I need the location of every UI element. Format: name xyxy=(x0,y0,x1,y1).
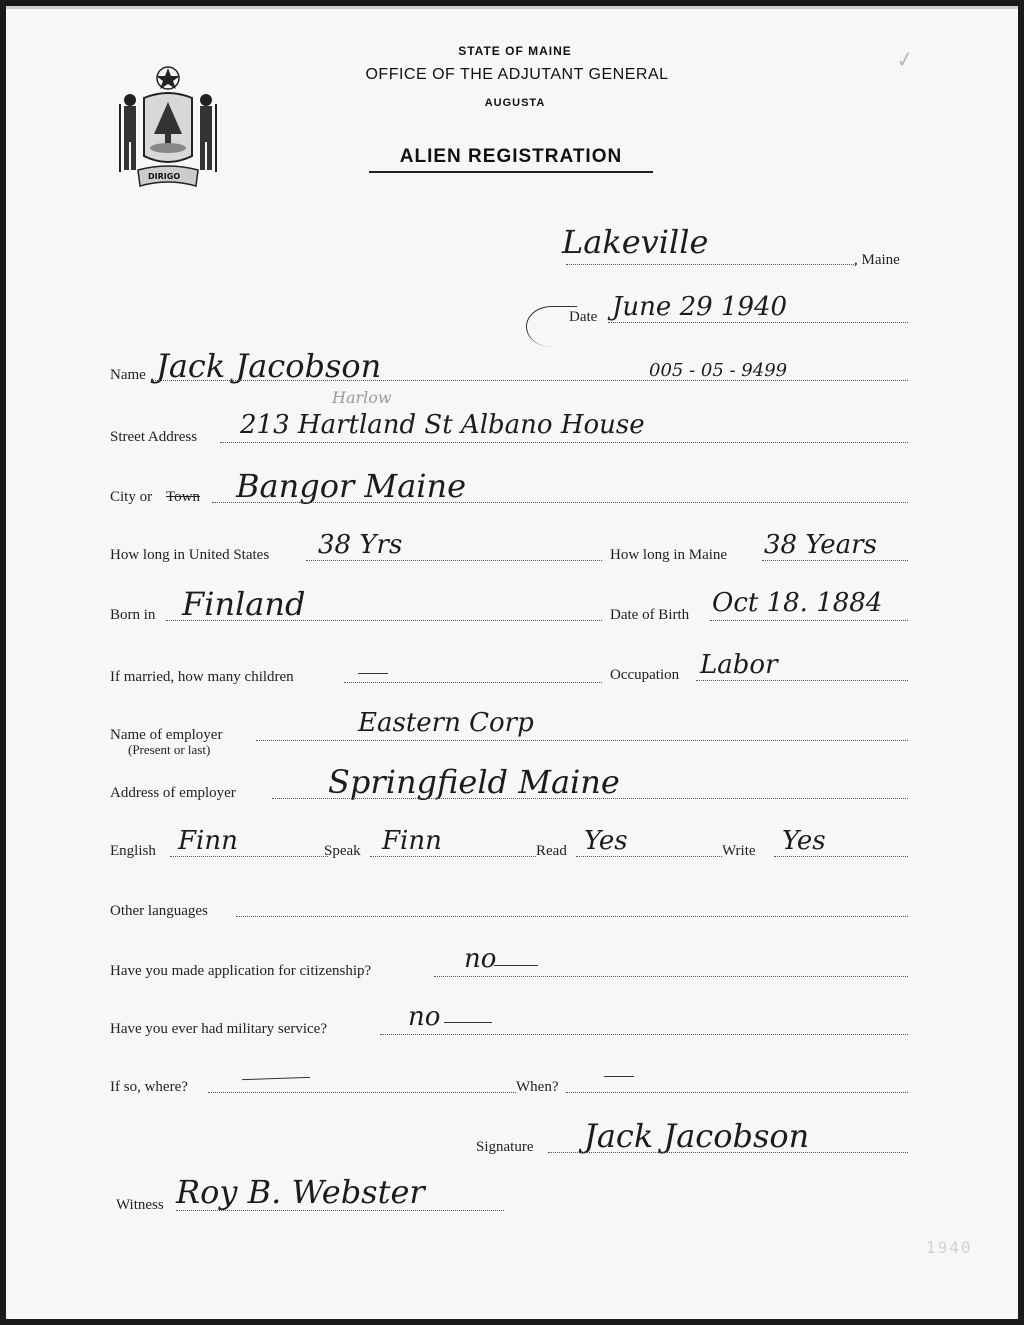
witness-entry: Roy B. Webster xyxy=(176,1173,425,1211)
military-entry: no xyxy=(408,1002,441,1032)
signature-line xyxy=(548,1152,908,1153)
years-us-entry: 38 Yrs xyxy=(318,530,403,560)
married-children-dash xyxy=(358,673,388,674)
date-of-birth-line xyxy=(710,620,908,621)
city-entry: Bangor Maine xyxy=(236,467,467,505)
street-address-line xyxy=(220,442,908,443)
form-title: ALIEN REGISTRATION xyxy=(369,146,653,173)
citizenship-dash xyxy=(494,965,538,966)
signature-entry: Jack Jacobson xyxy=(584,1117,810,1155)
date-entry: June 29 1940 xyxy=(612,292,788,322)
write-line xyxy=(774,856,908,857)
date-line xyxy=(608,322,908,323)
office-heading: OFFICE OF THE ADJUTANT GENERAL xyxy=(365,66,669,83)
when-dash xyxy=(604,1076,634,1077)
years-maine-entry: 38 Years xyxy=(764,530,877,560)
other-languages-label: Other languages xyxy=(110,903,208,919)
born-in-entry: Finland xyxy=(182,585,306,623)
if-so-where-line xyxy=(208,1092,516,1093)
city-heading: AUGUSTA xyxy=(484,97,546,109)
how-long-us-label: How long in United States xyxy=(110,547,270,563)
name-line xyxy=(152,380,908,381)
date-of-birth-label: Date of Birth xyxy=(610,607,690,623)
employer-note-label: (Present or last) xyxy=(128,742,211,757)
check-mark-icon: ✓ xyxy=(893,46,917,75)
english-entry: Finn xyxy=(178,826,238,856)
witness-label: Witness xyxy=(116,1197,164,1213)
read-line xyxy=(576,856,722,857)
read-entry: Yes xyxy=(584,826,628,856)
where-dash xyxy=(242,1077,310,1080)
military-dash xyxy=(444,1022,492,1023)
other-languages-line xyxy=(236,916,908,917)
signature-label: Signature xyxy=(476,1139,534,1155)
occupation-label: Occupation xyxy=(610,667,680,683)
town-line xyxy=(566,264,856,265)
when-line xyxy=(566,1092,908,1093)
speak-line xyxy=(370,856,536,857)
citizenship-entry: no xyxy=(464,944,497,974)
name-note-entry: Harlow xyxy=(332,388,392,407)
date-label: Date xyxy=(569,309,598,325)
employer-address-label: Address of employer xyxy=(110,785,236,801)
employer-name-entry: Eastern Corp xyxy=(358,708,534,738)
scan-edge xyxy=(6,6,1018,9)
read-label: Read xyxy=(536,843,567,859)
how-long-us-line xyxy=(306,560,602,561)
date-flourish xyxy=(526,306,577,347)
employer-name-line xyxy=(256,740,908,741)
town-struck-label: Town xyxy=(166,489,200,505)
name-entry: Jack Jacobson xyxy=(156,347,382,385)
english-label: English xyxy=(110,843,156,859)
registration-form xyxy=(6,6,1018,1319)
married-children-label: If married, how many children xyxy=(110,669,294,685)
military-label: Have you ever had military service? xyxy=(110,1021,327,1037)
employer-name-label: Name of employer xyxy=(110,727,223,743)
citizenship-line xyxy=(434,976,908,977)
how-long-maine-label: How long in Maine xyxy=(610,547,728,563)
received-stamp: 1940 xyxy=(926,1238,973,1257)
speak-label: Speak xyxy=(324,843,361,859)
street-address-label: Street Address xyxy=(110,429,198,445)
state-heading: STATE OF MAINE xyxy=(458,44,572,58)
write-label: Write xyxy=(722,843,756,859)
if-so-where-label: If so, where? xyxy=(110,1079,188,1095)
when-label: When? xyxy=(516,1079,559,1095)
witness-line xyxy=(176,1210,504,1211)
citizenship-label: Have you made application for citizenship? xyxy=(110,963,372,979)
occupation-entry: Labor xyxy=(700,650,778,680)
town-entry: Lakeville xyxy=(562,223,709,261)
maine-label: , Maine xyxy=(854,252,900,268)
speak-entry: Finn xyxy=(382,826,442,856)
city-line xyxy=(212,502,908,503)
born-in-label: Born in xyxy=(110,607,156,623)
seal-motto: DIRIGO xyxy=(148,172,181,181)
english-line xyxy=(170,856,328,857)
how-long-maine-line xyxy=(762,560,908,561)
date-of-birth-entry: Oct 18. 1884 xyxy=(712,588,883,618)
id-number-entry: 005 - 05 - 9499 xyxy=(649,360,788,381)
married-children-line xyxy=(344,682,602,683)
born-in-line xyxy=(166,620,602,621)
employer-address-entry: Springfield Maine xyxy=(328,763,620,801)
street-address-entry: 213 Hartland St Albano House xyxy=(240,410,645,440)
write-entry: Yes xyxy=(782,826,826,856)
name-label: Name xyxy=(110,367,146,383)
military-line xyxy=(380,1034,908,1035)
employer-address-line xyxy=(272,798,908,799)
occupation-line xyxy=(696,680,908,681)
city-or-label: City or xyxy=(110,489,153,505)
